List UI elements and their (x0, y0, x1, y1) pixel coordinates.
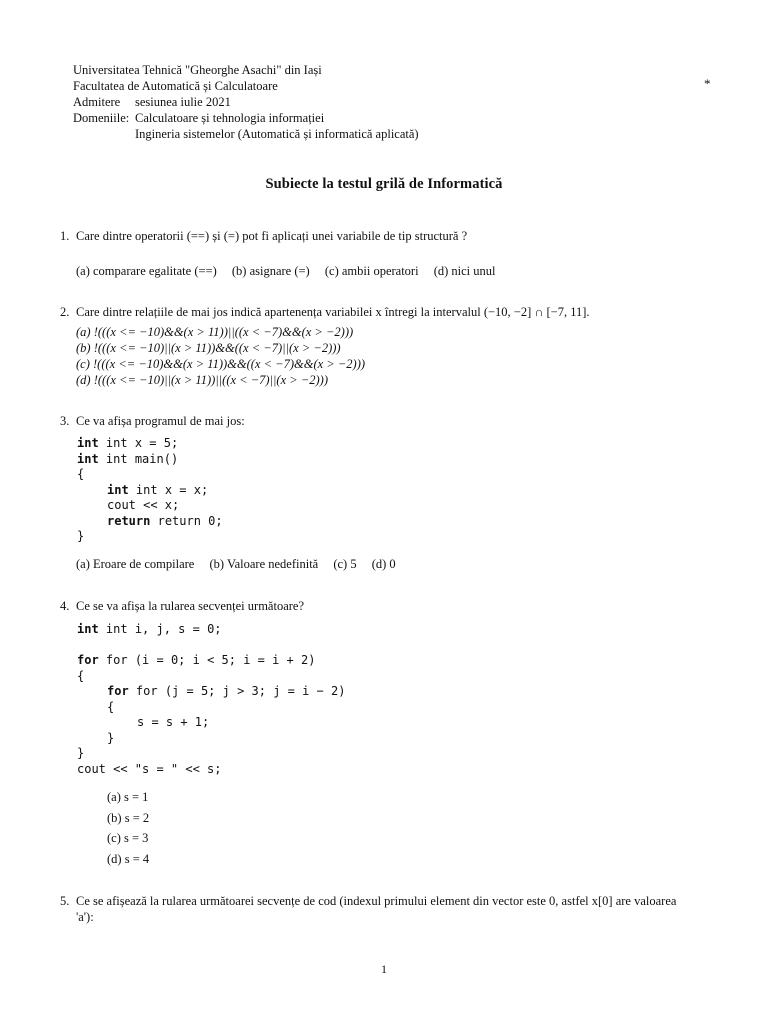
code-text: int i, j, s = 0; (105, 622, 222, 636)
university-name: Universitatea Tehnică "Gheorghe Asachi" din Iași (73, 63, 322, 77)
option-d: (d) !(((x <= −10)||(x > 11))||((x < −7)||(x > −2))) (76, 373, 329, 387)
option-b: (b) asignare (=) (231, 264, 310, 278)
question-4-code (77, 622, 345, 777)
question-4-options (107, 787, 149, 869)
code-line: cout << "s = " << s; (77, 761, 222, 776)
code-text: int x = x; (135, 482, 209, 497)
question-number: 5. (60, 894, 70, 908)
code-line (77, 653, 345, 669)
question-number: 2. (60, 305, 70, 319)
code-keyword: return (107, 513, 151, 528)
page-title: Subiecte la testul grilă de Informatică (265, 176, 503, 192)
code-text: int x = 5; (105, 436, 179, 450)
code-line: } (77, 746, 85, 760)
code-text: for (j = 5; j > 3; j = i − 2) (135, 684, 346, 698)
footnote-asterisk: * (704, 76, 711, 91)
domains-key: Domeniile: (73, 111, 130, 125)
code-line: } (107, 730, 115, 745)
code-keyword: for (107, 684, 129, 698)
question-number: 4. (60, 599, 70, 613)
option-a: (a) !(((x <= −10)&&(x > 11))||((x < −7)&&(x > −2))) (76, 325, 354, 339)
option-c: (c) !(((x <= −10)&&(x > 11))&&((x < −7)&&(x > −2))) (76, 357, 366, 371)
question-text: Ce se va afișa la rularea secvenței următoare? (76, 599, 304, 613)
question-text: Care dintre operatorii (==) și (=) pot fi aplicați unei variabile de tip structură ? (76, 229, 468, 243)
code-line: s = s + 1; (137, 715, 210, 729)
question-text: Care dintre relațiile de mai jos indică apartenența variabilei x întregi la intervalul (−10, −2] ∩ [−7, 11]. (76, 305, 590, 319)
option-a: (a) comparare egalitate (==) (76, 264, 217, 278)
code-keyword: int (77, 622, 99, 636)
code-line: cout << x; (107, 498, 180, 512)
option-d: (d) 0 (371, 557, 396, 571)
question-number: 3. (60, 414, 70, 428)
code-line: { (107, 699, 115, 714)
option-d: (d) s = 4 (107, 851, 150, 866)
option-c: (c) ambii operatori (324, 264, 419, 278)
code-line (77, 436, 223, 452)
question-3 (60, 414, 245, 429)
question-text: Ce se afișează la rularea următoarei secvențe de cod (indexul primului element din vector este 0, astfel x[0] are valoarea (76, 894, 677, 908)
option-c: (c) s = 3 (107, 831, 149, 845)
code-line (77, 622, 345, 638)
question-3-code (77, 436, 223, 545)
option-d: (d) nici unul (433, 264, 496, 278)
code-text: return 0; (157, 513, 223, 528)
option-a: (a) s = 1 (107, 790, 149, 804)
question-number: 1. (60, 229, 70, 243)
question-text: Ce va afișa programul de mai jos: (76, 414, 245, 428)
domains-line (73, 110, 419, 126)
admission-line (73, 94, 419, 110)
question-5 (60, 893, 676, 925)
code-line: { (77, 668, 85, 683)
code-line (77, 483, 223, 499)
option-a: (a) Eroare de compilare (76, 557, 195, 571)
code-keyword: int (77, 451, 99, 466)
question-text-cont: 'a'): (76, 910, 94, 924)
option-b: (b) s = 2 (107, 810, 150, 825)
code-text: for (i = 0; i < 5; i = i + 2) (105, 653, 316, 667)
question-2 (60, 305, 590, 320)
option-b: (b) !(((x <= −10)||(x > 11))&&((x < −7)||(x > −2))) (76, 341, 341, 355)
option-b: (b) Valoare nedefinită (209, 557, 319, 571)
domain-2-line (73, 126, 419, 142)
question-2-options (76, 324, 365, 388)
question-1 (60, 229, 467, 244)
question-4 (60, 599, 304, 614)
question-3-options (76, 557, 408, 572)
code-keyword: int (77, 436, 99, 450)
option-c: (c) 5 (333, 557, 357, 571)
code-keyword: int (107, 482, 129, 497)
admission-value: sesiunea iulie 2021 (135, 95, 231, 109)
code-line: { (77, 467, 85, 481)
domain-1: Calculatoare și tehnologia informației (135, 111, 325, 125)
code-line (77, 684, 345, 700)
code-keyword: for (77, 653, 99, 667)
code-text: int main() (105, 451, 179, 466)
code-line: } (77, 529, 85, 543)
code-line (77, 514, 223, 530)
faculty-name: Facultatea de Automatică și Calculatoare (73, 79, 278, 93)
question-1-options (76, 264, 508, 279)
domain-2: Ingineria sistemelor (Automatică și informatică aplicată) (135, 127, 419, 141)
code-line (77, 452, 223, 468)
admission-key: Admitere (73, 95, 121, 109)
page-number: 1 (381, 962, 387, 976)
document-header (73, 62, 419, 142)
